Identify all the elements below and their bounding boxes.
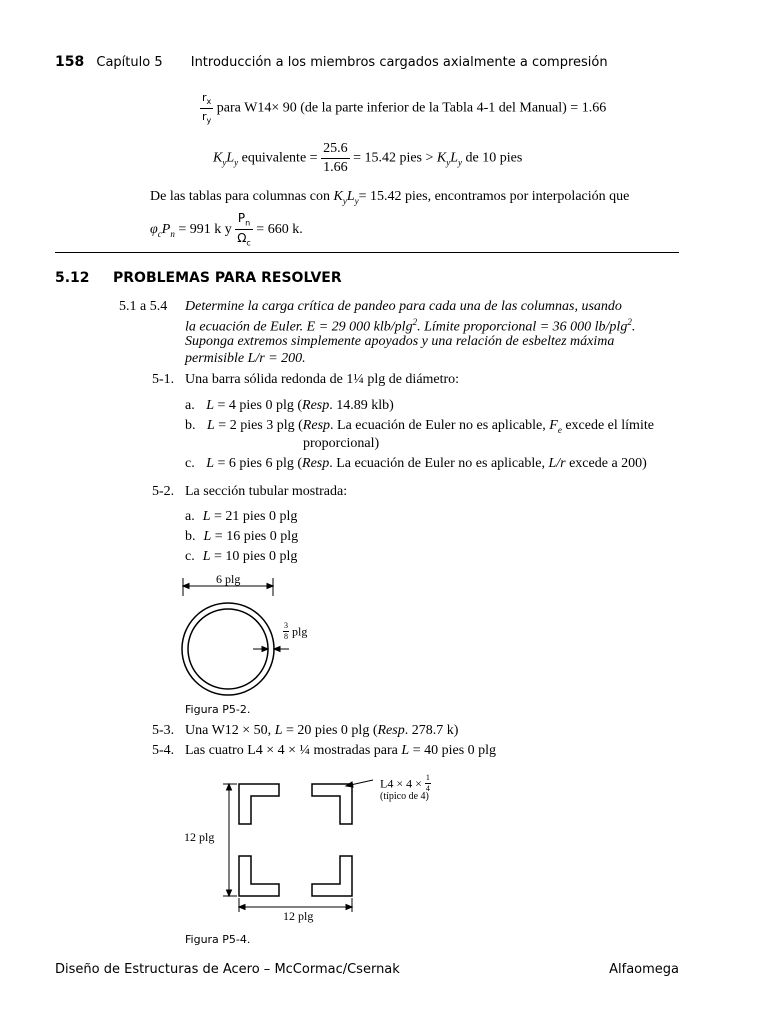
problem-5-1-text: Una barra sólida redonda de 1¼ plg de diámetro: [185,372,460,387]
chapter-title: Introducción a los miembros cargados axialmente a compresión [190,55,608,70]
problem-5-4-label: 5-4. [152,743,175,758]
section-title: PROBLEMAS PARA RESOLVER [113,270,342,286]
figure-p5-2-thickness-label: $\frac{3}{8}$ plg [284,621,308,641]
angle-leader [346,780,373,787]
problem-5-1-b: b. L = 2 pies 3 plg (Resp. La ecuación de Euler no es aplicable, $F_e$ excede el límite [185,418,654,435]
problem-5-1-c: c. L = 6 pies 6 plg (Resp. La ecuación de Euler no es aplicable, L/r excede a 200) [185,456,647,471]
figure-p5-2-width-label: 6 plg [216,572,241,586]
figure-p5-4-typical-label: (típico de 4) [380,791,429,802]
interpolation-sentence: De las tablas para columnas con $K_yL_y= 15.42$ pies, encontramos por interpolación que [150,189,630,206]
equivalent-length-equation: $K_yL_y$ equivalente = $\frac{25.6}{1.66}$ = 15.42 pies > $K_yL_y$ de 10 pies [213,141,523,175]
problem-5-2-label: 5-2. [152,484,175,499]
figure-p5-2-caption: Figura P5-2. [185,703,251,716]
figure-p5-4-height-label: 12 plg [184,830,215,844]
intro-line-2: la ecuación de Euler. E = 29 000 klb/plg$^2$. Límite proporcional = 36 000 lb/plg$^2$. [185,317,636,335]
problem-5-4-text: Las cuatro L4 × 4 × ¼ mostradas para L = 40 pies 0 plg [185,743,497,758]
section-heading [55,270,342,286]
figure-p5-2-tube [175,570,335,705]
problem-5-2-a: a. L = 21 pies 0 plg [185,509,298,524]
height-dimension [223,784,237,896]
section-number: 5.12 [55,270,90,286]
figure-p5-4-angles [215,770,375,930]
equation-fraction: $\frac{25.6}{1.66}$ [323,141,348,175]
problem-5-1-label: 5-1. [152,372,175,387]
footer-book-title: Diseño de Estructuras de Acero – McCormac/Csernak [55,962,400,977]
problem-5-3-label: 5-3. [152,723,175,738]
figure-p5-4-width-label: 12 plg [283,909,314,923]
figure-p5-4-caption: Figura P5-4. [185,933,251,946]
problem-5-1-b-continued: proporcional) [303,436,380,451]
intro-label: 5.1 a 5.4 [119,299,168,314]
chapter-label: Capítulo 5 [96,55,163,70]
pn-omega-fraction: $\frac{P_n}{\Omega_c}$ [237,211,251,248]
angle-sections [239,784,352,896]
problem-5-1-a: a. L = 4 pies 0 plg (Resp. 14.89 klb) [185,398,394,413]
page-header [55,54,608,70]
thickness-arrows [253,647,289,652]
capacity-result: $\varphi_cP_n = 991$ k y $\frac{P_n}{\Omega_c}$ = 660 k. [150,211,303,248]
problem-5-3-text: Una W12 × 50, L = 20 pies 0 plg (Resp. 278.7 k) [185,723,459,738]
problem-5-2-c: c. L = 10 pies 0 plg [185,549,298,564]
section-divider [55,252,679,253]
intro-line-3: Suponga extremos simplemente apoyados y una relación de esbeltez máxima [185,334,615,349]
intro-line-4: permisible L/r = 200. [185,351,306,366]
ratio-fraction: $\frac{r_x}{r_y}$ [202,91,212,126]
figure-p5-4-angle-label: L4 × 4 × $\frac{1}{4}$ [380,773,430,793]
intro-line-1: Determine la carga crítica de pandeo para cada una de las columnas, usando [185,299,622,314]
page-number: 158 [55,54,85,70]
problem-5-2-b: b. L = 16 pies 0 plg [185,529,299,544]
footer-publisher: Alfaomega [609,962,679,977]
ratio-text: para W14× 90 (de la parte inferior de la Tabla 4-1 del Manual) = 1.66 [216,100,607,116]
ratio-line [200,92,606,125]
problem-5-2-text: La sección tubular mostrada: [185,484,348,499]
